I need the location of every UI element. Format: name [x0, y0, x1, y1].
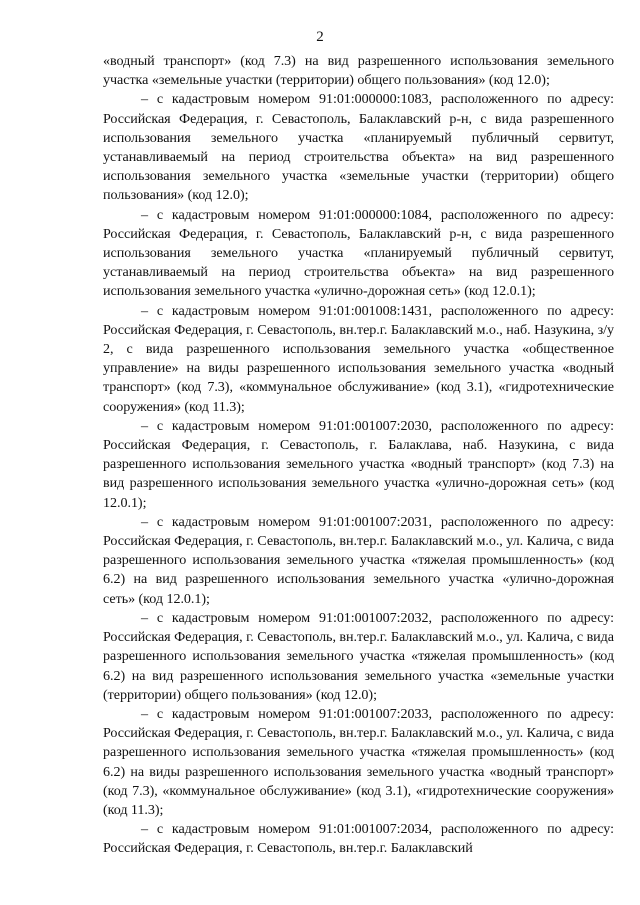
list-item-parcel-2030: – с кадастровым номером 91:01:001007:2030, расположенного по адресу: Российская Федерация, г. Севастополь, г. Балаклава, наб. Назукина, с вида разрешенного использования земельного участка «водный транспорт» (код 7.3) на вид разрешенного использования земельного участка «улично-дорожная сеть» (код 12.0.1);	[103, 417, 614, 511]
list-item-parcel-2033: – с кадастровым номером 91:01:001007:2033, расположенного по адресу: Российская Федерация, г. Севастополь, вн.тер.г. Балаклавский м.о., ул. Калича, с вида разрешенного использования земельного участка «тяжелая промышленность» (код 6.2) на виды разрешенного использования земельного участка «водный транспорт» (код 7.3), «коммунальное обслуживание» (код 3.1), «гидротехнические сооружения» (код 11.3);	[103, 705, 614, 818]
list-item-parcel-2031: – с кадастровым номером 91:01:001007:2031, расположенного по адресу: Российская Федерация, г. Севастополь, вн.тер.г. Балаклавский м.о., ул. Калича, с вида разрешенного использования земельного участка «тяжелая промышленность» (код 6.2) на вид разрешенного использования земельного участка «улично-дорожная сеть» (код 12.0.1);	[103, 513, 614, 607]
list-item-parcel-2032: – с кадастровым номером 91:01:001007:2032, расположенного по адресу: Российская Федерация, г. Севастополь, вн.тер.г. Балаклавский м.о., ул. Калича, с вида разрешенного использования земельного участка «тяжелая промышленность» (код 6.2) на вид разрешенного использования земельного участка «земельные участки (территории) общего пользования» (код 12.0);	[103, 609, 614, 703]
document-body	[103, 52, 614, 859]
list-item-parcel-1084: – с кадастровым номером 91:01:000000:1084, расположенного по адресу: Российская Федерация, г. Севастополь, Балаклавский р-н, с вида разрешенного использования земельного участка «планируемый публичный сервитут, устанавливаемый на период строительства объекта» на вид разрешенного использования земельного участка «улично-дорожная сеть» (код 12.0.1);	[103, 206, 614, 300]
list-item-parcel-1431: – с кадастровым номером 91:01:001008:1431, расположенного по адресу: Российская Федерация, г. Севастополь, вн.тер.г. Балаклавский м.о., наб. Назукина, з/у 2, с вида разрешенного использования земельного участка «общественное управление» на виды разрешенного использования земельного участка «водный транспорт» (код 7.3), «коммунальное обслуживание» (код 3.1), «гидротехнические сооружения» (код 11.3);	[103, 302, 614, 415]
list-item-parcel-1083: – с кадастровым номером 91:01:000000:1083, расположенного по адресу: Российская Федерация, г. Севастополь, Балаклавский р-н, с вида разрешенного использования земельного участка «планируемый публичный сервитут, устанавливаемый на период строительства объекта» на вид разрешенного использования земельного участка «земельные участки (территории) общего пользования» (код 12.0);	[103, 91, 614, 204]
page-number: 2	[316, 29, 324, 45]
list-item-parcel-2034: – с кадастровым номером 91:01:001007:2034, расположенного по адресу: Российская Федерация, г. Севастополь, вн.тер.г. Балаклавский	[103, 821, 614, 857]
paragraph-continuation: «водный транспорт» (код 7.3) на вид разрешенного использования земельного участка «земельные участки (территории) общего пользования» (код 12.0);	[103, 53, 614, 89]
